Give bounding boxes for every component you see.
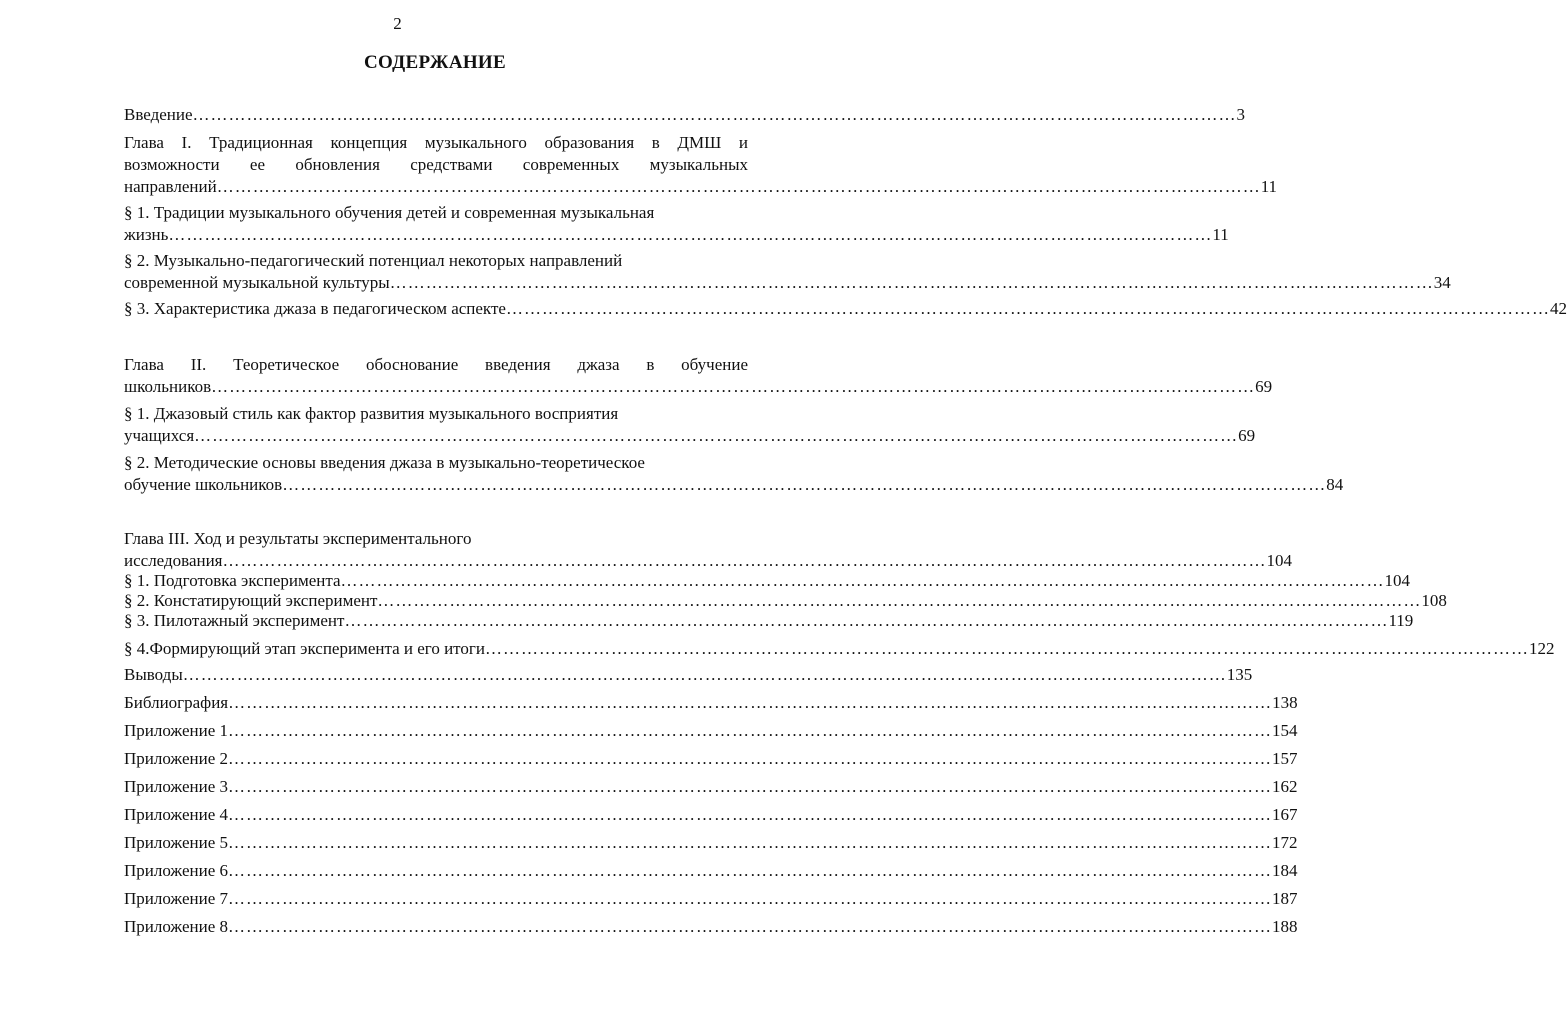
toc-page-number: 188 [1272, 917, 1298, 936]
toc-entry [124, 590, 1447, 612]
toc-entry [124, 638, 1555, 660]
toc-leader-dots: ………………………………………………………………………………………………………………………………………………………… [216, 177, 1261, 196]
toc-entry-line [124, 776, 1298, 798]
toc-page-number: 104 [1266, 551, 1293, 570]
toc-entry [124, 104, 1246, 126]
toc-entry-line [124, 272, 1451, 294]
toc-entry-line [124, 224, 1229, 246]
toc-entry-line [124, 804, 1298, 826]
toc-leader-dots: ………………………………………………………………………………………………………………………………………………………… [377, 591, 1422, 610]
toc-page-number: 157 [1272, 749, 1298, 768]
toc-leader-dots: ………………………………………………………………………………………………………………………………………………………… [340, 571, 1385, 590]
toc-entry [124, 776, 1298, 798]
toc-entry-heading-line: § 1. Традиции музыкального обучения детей и современная музыкальная [124, 203, 655, 222]
page-number: 2 [393, 14, 402, 33]
toc-leader-dots: ………………………………………………………………………………………………………………………………………………………… [484, 639, 1529, 658]
toc-entry-line [124, 176, 1278, 198]
toc-page-number: 138 [1272, 693, 1298, 712]
toc-entry-title: § 4.Формирующий этап эксперимента и его итоги [124, 639, 485, 658]
toc-page-number: 11 [1212, 225, 1229, 244]
toc-entry-heading-line: § 2. Методические основы введения джаза в музыкально-теоретическое [124, 453, 645, 472]
toc-entry [124, 570, 1411, 592]
toc-entry-line [124, 104, 1246, 126]
toc-entry-line [124, 474, 1344, 496]
toc-entry-line [124, 888, 1298, 910]
toc-leader-dots: ………………………………………………………………………………………………………………………………………………………… [228, 777, 1272, 796]
toc-page-number: 11 [1260, 177, 1278, 196]
toc-entry-title: § 3. Характеристика джаза в педагогическом аспекте [124, 299, 506, 318]
toc-leader-dots: ………………………………………………………………………………………………………………………………………………………… [168, 225, 1213, 244]
toc-page-number: 3 [1236, 105, 1246, 124]
toc-entry-title: жизнь [124, 225, 169, 244]
toc-entry [124, 804, 1298, 826]
toc-entry-title: Выводы [124, 665, 183, 684]
toc-entry [124, 132, 1278, 198]
toc-entry [124, 720, 1298, 742]
toc-page-number: 162 [1272, 777, 1298, 796]
toc-entry-line [124, 916, 1298, 938]
toc-entry [124, 298, 1567, 320]
toc-entry [124, 250, 1451, 294]
toc-leader-dots: ………………………………………………………………………………………………………………………………………………………… [228, 721, 1272, 740]
toc-page-number: 172 [1272, 833, 1298, 852]
toc-entry [124, 452, 1344, 496]
toc-entry [124, 610, 1414, 632]
toc-entry [124, 748, 1298, 770]
toc-entry-title: § 3. Пилотажный эксперимент [124, 611, 345, 630]
page-title: СОДЕРЖАНИЕ [364, 52, 506, 73]
toc-page-number: 104 [1384, 571, 1411, 590]
toc-entry [124, 916, 1298, 938]
toc-leader-dots: ………………………………………………………………………………………………………………………………………………………… [228, 917, 1272, 936]
toc-entry-title: учащихся [124, 426, 195, 445]
toc-entry-title: Библиография [124, 693, 229, 712]
toc-leader-dots: ………………………………………………………………………………………………………………………………………………………… [389, 273, 1434, 292]
toc-entry-title: § 2. Констатирующий эксперимент [124, 591, 378, 610]
toc-page-number: 184 [1272, 861, 1298, 880]
toc-leader-dots: ………………………………………………………………………………………………………………………………………………………… [228, 693, 1273, 712]
toc-leader-dots: ………………………………………………………………………………………………………………………………………………………… [228, 749, 1272, 768]
toc-entry [124, 403, 1256, 447]
toc-entry-line [124, 376, 1273, 398]
toc-entry-title: исследования [124, 551, 223, 570]
toc-leader-dots: ………………………………………………………………………………………………………………………………………………………… [344, 611, 1389, 630]
toc-entry-heading-line: Глава I. Традиционная концепция музыкального образования в ДМШ и [124, 133, 748, 152]
toc-leader-dots: ………………………………………………………………………………………………………………………………………………………… [182, 665, 1227, 684]
toc-page-number: 42 [1549, 299, 1567, 318]
toc-entry-title: Приложение 7 [124, 889, 228, 908]
toc-entry-line [124, 425, 1256, 447]
toc-entry-heading-line: § 2. Музыкально-педагогический потенциал некоторых направлений [124, 251, 623, 270]
toc-entry-title: современной музыкальной культуры [124, 273, 390, 292]
toc-entry [124, 202, 1229, 246]
toc-entry-line [124, 748, 1298, 770]
toc-leader-dots: ………………………………………………………………………………………………………………………………………………………… [228, 889, 1272, 908]
toc-entry-title: Приложение 3 [124, 777, 228, 796]
toc-page-number: 135 [1226, 665, 1253, 684]
toc-leader-dots: ………………………………………………………………………………………………………………………………………………………… [228, 805, 1272, 824]
toc-entry-line [124, 590, 1447, 612]
toc-entry [124, 664, 1253, 686]
toc-page-number: 122 [1528, 639, 1555, 658]
toc-entry-line [124, 832, 1298, 854]
toc-entry [124, 860, 1298, 882]
toc-entry-title: Введение [124, 105, 193, 124]
toc-entry-line [124, 720, 1298, 742]
toc-page-number: 69 [1238, 426, 1256, 445]
toc-entry-heading-line: Глава II. Теоретическое обоснование введения джаза в обучение [124, 355, 748, 374]
toc-leader-dots: ………………………………………………………………………………………………………………………………………………………… [211, 377, 1256, 396]
toc-entry-title: Приложение 8 [124, 917, 228, 936]
toc-entry-line [124, 570, 1411, 592]
toc-entry-title: § 1. Подготовка эксперимента [124, 571, 341, 590]
toc-entry [124, 888, 1298, 910]
toc-leader-dots: ………………………………………………………………………………………………………………………………………………………… [282, 475, 1327, 494]
toc-entry [124, 832, 1298, 854]
toc-entry-title: Приложение 1 [124, 721, 228, 740]
toc-entry-line [124, 610, 1414, 632]
toc-page-number: 187 [1272, 889, 1298, 908]
toc-entry-heading-line: возможности ее обновления средствами современных музыкальных [124, 155, 748, 174]
toc-entry-title: направлений [124, 177, 217, 196]
toc-page-number: 84 [1326, 475, 1344, 494]
toc-entry-line [124, 298, 1567, 320]
toc-entry-line [124, 692, 1298, 714]
toc-page-number: 154 [1272, 721, 1298, 740]
toc-entry-title: Приложение 5 [124, 833, 228, 852]
toc-entry-title: Приложение 4 [124, 805, 228, 824]
toc-entry-title: школьников [124, 377, 212, 396]
toc-entry-heading-line: Глава III. Ход и результаты экспериментального [124, 529, 472, 548]
toc-entry-title: Приложение 2 [124, 749, 228, 768]
toc-page-number: 69 [1255, 377, 1273, 396]
toc-entry-line [124, 664, 1253, 686]
toc-entry [124, 528, 1293, 572]
toc-leader-dots: ………………………………………………………………………………………………………………………………………………………… [222, 551, 1267, 570]
toc-entry-title: Приложение 6 [124, 861, 228, 880]
toc-leader-dots: ………………………………………………………………………………………………………………………………………………………… [505, 299, 1550, 318]
toc-entry [124, 692, 1298, 714]
toc-page-number: 108 [1421, 591, 1447, 610]
toc-leader-dots: ………………………………………………………………………………………………………………………………………………………… [228, 833, 1272, 852]
toc-leader-dots: ………………………………………………………………………………………………………………………………………………………… [228, 861, 1272, 880]
toc-entry-heading-line: § 1. Джазовый стиль как фактор развития музыкального восприятия [124, 404, 619, 423]
toc-leader-dots: ………………………………………………………………………………………………………………………………………………………… [194, 426, 1239, 445]
toc-page-number: 34 [1433, 273, 1451, 292]
toc-entry-line [124, 860, 1298, 882]
toc-entry [124, 354, 1273, 398]
toc-page-number: 119 [1388, 611, 1414, 630]
toc-entry-title: обучение школьников [124, 475, 283, 494]
toc-entry-line [124, 550, 1293, 572]
toc-leader-dots: ………………………………………………………………………………………………………………………………………………………… [192, 105, 1237, 124]
toc-entry-line [124, 638, 1555, 660]
toc-page-number: 167 [1272, 805, 1298, 824]
